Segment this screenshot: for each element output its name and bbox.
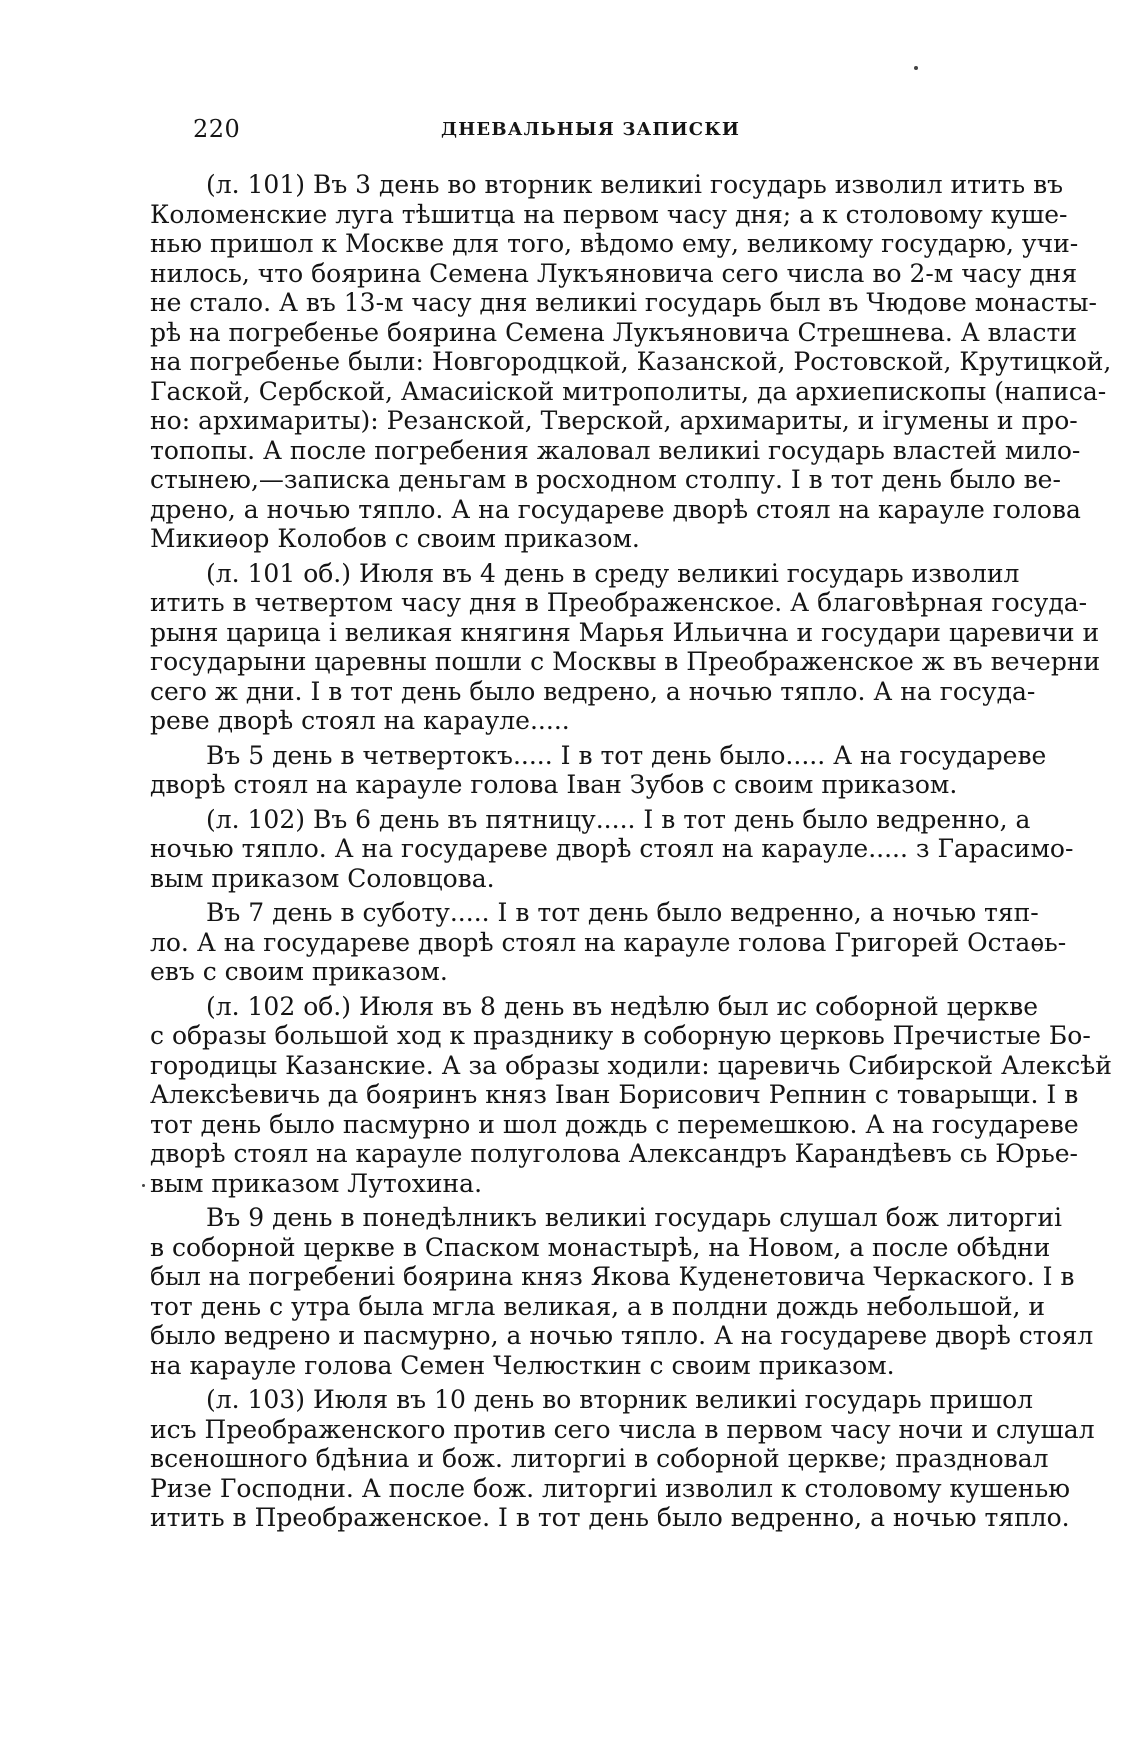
paragraph bbox=[150, 804, 1074, 894]
text-line: итить в четвертом часу дня в Преображенское. А благовѣрная госуда- bbox=[150, 588, 1088, 617]
paragraph bbox=[150, 1385, 1095, 1533]
text-line: не стало. А въ 13-м часу дня великиі государь был въ Чюдове монасты- bbox=[150, 288, 1097, 317]
paragraph bbox=[150, 1203, 1094, 1380]
text-line: вым приказом Лутохина. bbox=[150, 1168, 483, 1198]
text-line: дрено, а ночью тяпло. А на государеве дворѣ стоял на карауле голова bbox=[150, 494, 1081, 524]
text-line: вым приказом Соловцова. bbox=[150, 863, 495, 893]
text-line: Гаской, Сербской, Амасиіской митрополиты, да архиепископы (написа- bbox=[150, 376, 1107, 406]
text-line: топопы. А после погребения жаловал великиі государь властей мило- bbox=[150, 435, 1081, 465]
text-line: сего ж дни. І в тот день было ведрено, а ночью тяпло. А на госуда- bbox=[150, 676, 1036, 706]
page-number: 220 bbox=[193, 115, 241, 143]
text-line: (л. 101 об.) Июля въ 4 день в среду великиі государь изволил bbox=[206, 558, 1020, 588]
body-text bbox=[150, 170, 1112, 1533]
text-line: Микиѳор Колобов с своим приказом. bbox=[150, 524, 640, 553]
paragraph bbox=[150, 740, 1047, 800]
text-line: ночью тяпло. А на государеве дворѣ стоял на карауле..... з Гарасимо- bbox=[150, 834, 1074, 863]
text-line: стынею,—записка деньгам в росходном столпу. І в тот день было ве- bbox=[150, 465, 1061, 494]
text-line: (л. 102 об.) Июля въ 8 день въ недѣлю был ис соборной церкве bbox=[206, 991, 1038, 1021]
text-line: рыня царица і великая княгиня Марья Ильична и государи царевичи и bbox=[150, 617, 1100, 647]
text-line: всеношного бдѣниа и бож. литоргиі в соборной церкве; праздновал bbox=[150, 1444, 1049, 1473]
print-speck bbox=[914, 66, 918, 70]
text-line: реве дворѣ стоял на карауле..... bbox=[150, 706, 570, 735]
text-line: Въ 9 день в понедѣлникъ великиі государь слушал бож литоргиі bbox=[206, 1203, 1062, 1232]
text-line: нилось, что боярина Семена Лукъяновича сего числа во 2-м часу дня bbox=[150, 258, 1078, 288]
paragraph bbox=[150, 898, 1067, 987]
text-line: но: архимариты): Резанской, Тверской, архимариты, и ігумены и про- bbox=[150, 406, 1078, 435]
text-line: евъ с своим приказом. bbox=[150, 957, 448, 986]
text-line: тот день было пасмурно и шол дождь с перемешкою. А на государеве bbox=[150, 1109, 1079, 1139]
text-line: Въ 7 день в суботу..... І в тот день было ведренно, а ночью тяп- bbox=[206, 898, 1039, 927]
text-line: (л. 103) Июля въ 10 день во вторник великиі государь пришол bbox=[206, 1385, 1034, 1414]
text-line: на погребенье были: Новгородцкой, Казанской, Ростовской, Крутицкой, bbox=[150, 347, 1112, 376]
text-line: (л. 102) Въ 6 день въ пятницу..... І в тот день было ведренно, а bbox=[206, 804, 1031, 834]
running-title: ДНЕВАЛЬНЫЯ ЗАПИСКИ bbox=[441, 119, 741, 140]
text-line: в соборной церкве в Спаском монастырѣ, на Новом, а после обѣдни bbox=[150, 1232, 1051, 1262]
text-line: городицы Казанские. А за образы ходили: царевичь Сибирской Алексѣй bbox=[150, 1050, 1112, 1080]
text-line: тот день с утра была мгла великая, а в полдни дождь небольшой, и bbox=[150, 1291, 1046, 1321]
text-line: Въ 5 день в четвертокъ..... І в тот день было..... А на государеве bbox=[206, 740, 1047, 770]
text-line: (л. 101) Въ 3 день во вторник великиі государь изволил итить въ bbox=[206, 170, 1064, 199]
text-line: Алексѣевичь да бояринъ княз Іван Борисович Репнин с товарыщи. І в bbox=[150, 1080, 1079, 1109]
text-line: государыни царевны пошли с Москвы в Преображенское ж въ вечерни bbox=[150, 647, 1101, 676]
text-line: итить в Преображенское. І в тот день было ведренно, а ночью тяпло. bbox=[150, 1503, 1070, 1532]
paragraph bbox=[150, 170, 1112, 554]
text-line: дворѣ стоял на карауле полуголова Александръ Карандѣевъ сь Юрье- bbox=[150, 1139, 1078, 1168]
text-line: с образы большой ход к празднику в соборную церковь Пречистые Бо- bbox=[150, 1021, 1091, 1050]
text-line: был на погребениі боярина княз Якова Куденетовича Черкаского. І в bbox=[150, 1262, 1075, 1291]
text-line: Ризе Господни. А после бож. литоргиі изволил к столовому кушенью bbox=[150, 1473, 1070, 1503]
paragraph bbox=[150, 558, 1101, 736]
text-line: на карауле голова Семен Челюсткин с своим приказом. bbox=[150, 1350, 895, 1380]
paragraph bbox=[150, 991, 1112, 1199]
text-line: рѣ на погребенье боярина Семена Лукъяновича Стрешнева. А власти bbox=[150, 317, 1078, 347]
text-line: нью пришол к Москве для того, вѣдомо ему, великому государю, учи- bbox=[150, 229, 1079, 258]
text-line: исъ Преображенского против сего числа в первом часу ночи и слушал bbox=[150, 1414, 1095, 1444]
text-line: Коломенские луга тѣшитца на первом часу дня; а к столовому куше- bbox=[150, 199, 1068, 229]
print-speck bbox=[142, 1184, 145, 1187]
text-line: было ведрено и пасмурно, а ночью тяпло. А на государеве дворѣ стоял bbox=[150, 1321, 1094, 1350]
text-line: дворѣ стоял на карауле голова Іван Зубов с своим приказом. bbox=[150, 770, 958, 799]
text-line: ло. А на государеве дворѣ стоял на карауле голова Григорей Остаѳь- bbox=[150, 927, 1067, 957]
